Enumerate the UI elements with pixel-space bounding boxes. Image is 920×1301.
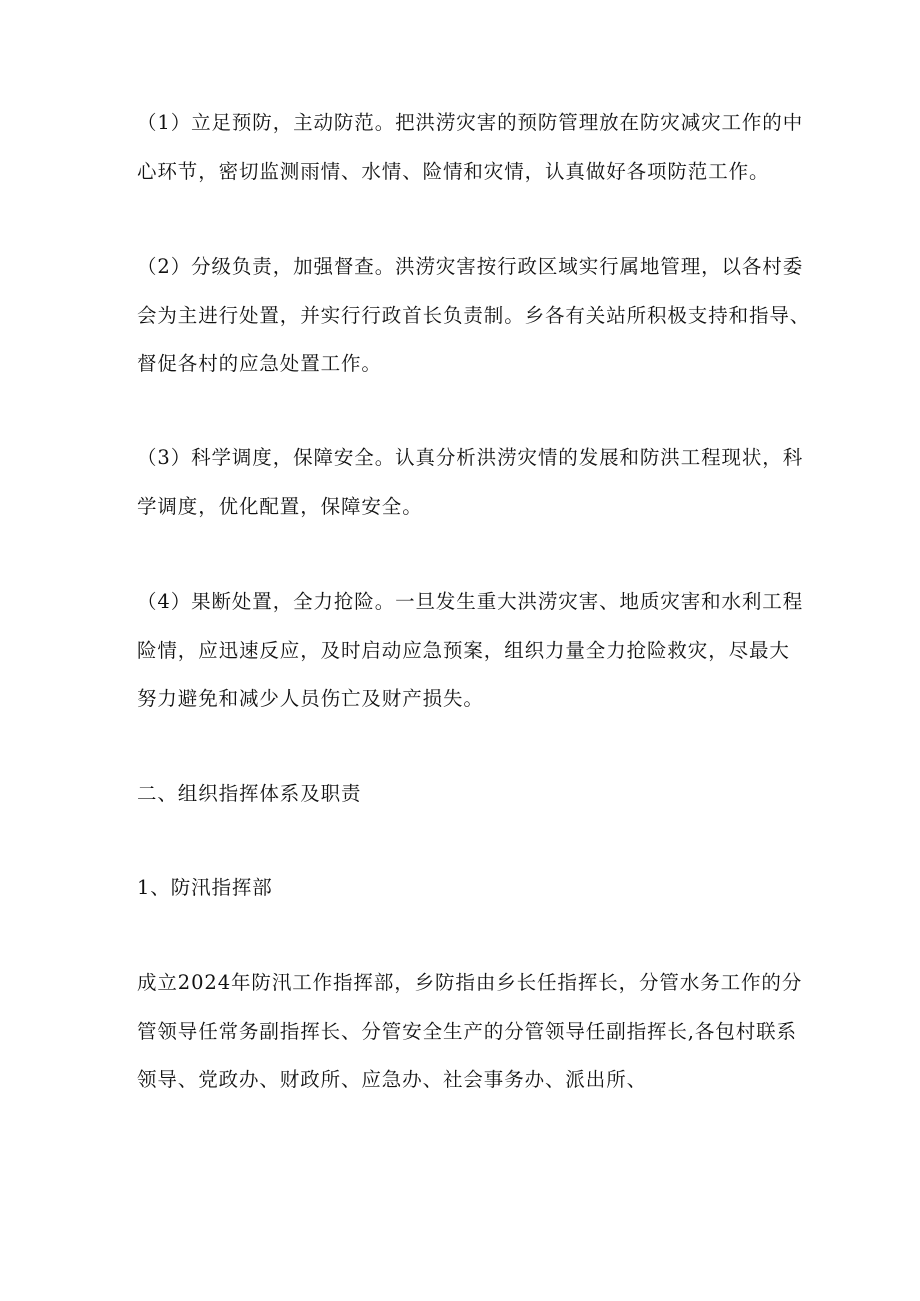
body-paragraph-line-3: 领导、党政办、财政所、应急办、社会事务办、派出所、 [137, 1068, 648, 1091]
paragraph-3-line-1: （3）科学调度，保障安全。认真分析洪涝灾情的发展和防洪工程现状，科 [137, 446, 804, 469]
paragraph-2-line-3: 督促各村的应急处置工作。 [137, 352, 382, 375]
paragraph-2-line-1: （2）分级负责，加强督查。洪涝灾害按行政区域实行属地管理，以各村委 [137, 255, 804, 278]
paragraph-1-line-2: 心环节，密切监测雨情、水情、险情和灾情，认真做好各项防范工作。 [137, 160, 770, 183]
paragraph-3-line-2: 学调度，优化配置，保障安全。 [137, 495, 423, 518]
paragraph-4-line-2: 险情，应迅速反应，及时启动应急预案，组织力量全力抢险救灾，尽最大 [137, 639, 790, 662]
body-paragraph-line-1: 成立2024年防汛工作指挥部，乡防指由乡长任指挥长，分管水务工作的分 [137, 971, 803, 994]
paragraph-1-line-1: （1）立足预防，主动防范。把洪涝灾害的预防管理放在防灾减灾工作的中 [137, 111, 804, 134]
body-paragraph-line-2: 管领导任常务副指挥长、分管安全生产的分管领导任副指挥长,各包村联系 [137, 1020, 797, 1043]
subsection-heading: 1、防汛指挥部 [137, 876, 273, 899]
paragraph-4-line-3: 努力避免和减少人员伤亡及财产损失。 [137, 687, 484, 710]
paragraph-4-line-1: （4）果断处置，全力抢险。一旦发生重大洪涝灾害、地质灾害和水利工程 [137, 590, 804, 613]
paragraph-2-line-2: 会为主进行处置，并实行行政首长负责制。乡各有关站所积极支持和指导、 [137, 304, 811, 327]
section-heading: 二、组织指挥体系及职责 [137, 782, 362, 805]
